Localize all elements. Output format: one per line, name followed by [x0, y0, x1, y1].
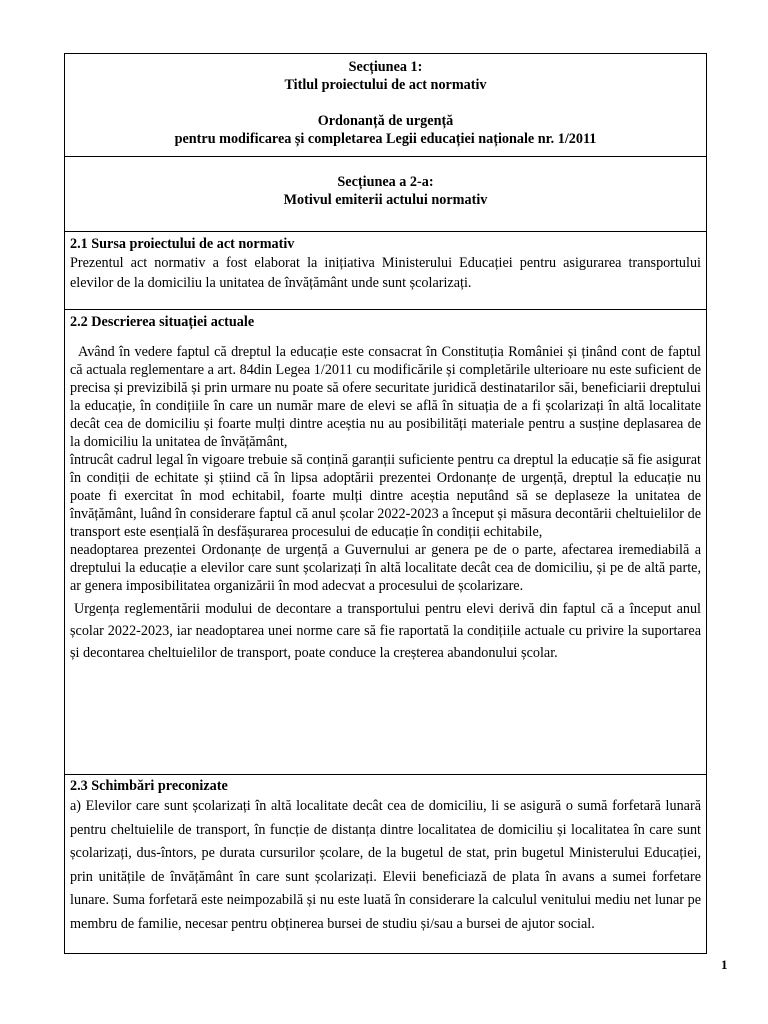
section-1-label: Secțiunea 1:: [348, 59, 423, 75]
section-2-label: Secțiunea a 2-a:: [337, 174, 434, 190]
section-1-heading: Titlul proiectului de act normativ: [284, 77, 487, 93]
act-subject-title: pentru modificarea și completarea Legii educației naționale nr. 1/2011: [174, 131, 597, 147]
subsection-2-2-paragraph-2: întrucât cadrul legal în vigoare trebuie să conțină garanții suficiente pentru ca dreptul la educație să fie asigurat în condiții de echitate și știind că în lipsa adoptării prezentei Ordonanțe de urgență, dreptul la educație nu poate fi exercitat în mod echitabil, foarte mulți dintre aceștia neputând să se deplaseze la unitatea de învățământ, luând în considerare faptul că anul școlar 2022-2023 a început și măsura decontării cheltuielilor de transport este esențială în desfășurarea procesului de educație în condiții echitabile,: [70, 452, 701, 540]
subsection-2-2-paragraph-1: Având în vedere faptul că dreptul la educație este consacrat în Constituția României și ținând cont de faptul că actuala reglementare a art. 84din Legea 1/2011 cu modificările și completările ulterioare nu este suficient de precisa și previzibilă și prin urmare nu poate să ofere securitate juridică destinatarilor săi, beneficiarii dreptului la educație, în condițiile în care un număr mare de elevi se află în situația de a fi școlarizați în altă localitate decât cea de domiciliu și foarte mulți dintre aceștia nu au posibilități materiale pentru a susține deplasarea de la domiciliu la unitatea de învățământ,: [70, 344, 701, 450]
document-table: [64, 53, 707, 954]
subsection-2-3-row: [65, 774, 706, 953]
subsection-2-2-row: [65, 309, 706, 774]
subsection-2-1-text: Prezentul act normativ a fost elaborat la inițiativa Ministerului Educației pentru asigurarea transportului elevilor de la domiciliu la unitatea de învățământ unde sunt școlarizați.: [70, 255, 701, 291]
page-number: 1: [721, 957, 728, 972]
subsection-2-3-paragraph-1: a) Elevilor care sunt școlarizați în altă localitate decât cea de domiciliu, li se asigură o sumă forfetară lunară pentru cheltuielile de transport, în funcție de distanța dintre localitatea de domiciliu și localitatea în care sunt școlarizați, dus-întors, pe durata cursurilor școlare, de la bugetul de stat, prin bugetul Ministerului Educației, prin unitățile de învățământ în care sunt școlarizați. Elevii beneficiază de plata în avans a sumei forfetare lunare. Suma forfetară este neimpozabilă și nu este luată în considerare la calculul venitului mediu net lunar pe membru de familie, necesar pentru obținerea bursei de studiu și/sau a bursei de ajutor social.: [70, 798, 701, 932]
subsection-2-1-heading: 2.1 Sursa proiectului de act normativ: [70, 236, 295, 252]
act-type-title: Ordonanță de urgență: [317, 113, 454, 129]
subsection-2-2-paragraph-4: Urgența reglementării modului de decontare a transportului pentru elevi derivă din faptul că a început anul școlar 2022-2023, iar neadoptarea unei norme care să fie raportată la condițiile actuale cu privire la suportarea și decontarea cheltuielilor de transport, poate conduce la creșterea abandonului școlar.: [70, 601, 701, 661]
subsection-2-2-heading: 2.2 Descrierea situației actuale: [70, 314, 255, 330]
subsection-2-1-row: [65, 231, 706, 309]
subsection-2-3-heading: 2.3 Schimbări preconizate: [70, 778, 228, 794]
section-2-title-row: [65, 156, 706, 231]
section-1-title-row: [65, 54, 706, 156]
section-2-heading: Motivul emiterii actului normativ: [283, 192, 488, 208]
subsection-2-2-paragraph-3: neadoptarea prezentei Ordonanțe de urgență a Guvernului ar genera pe de o parte, afectarea iremediabilă a dreptului la educație a elevilor care sunt școlarizați în altă localitate decât cea de domiciliu, și pe de altă parte, ar genera imposibilitatea organizării în mod adecvat a procesului de școlarizare.: [70, 542, 701, 594]
